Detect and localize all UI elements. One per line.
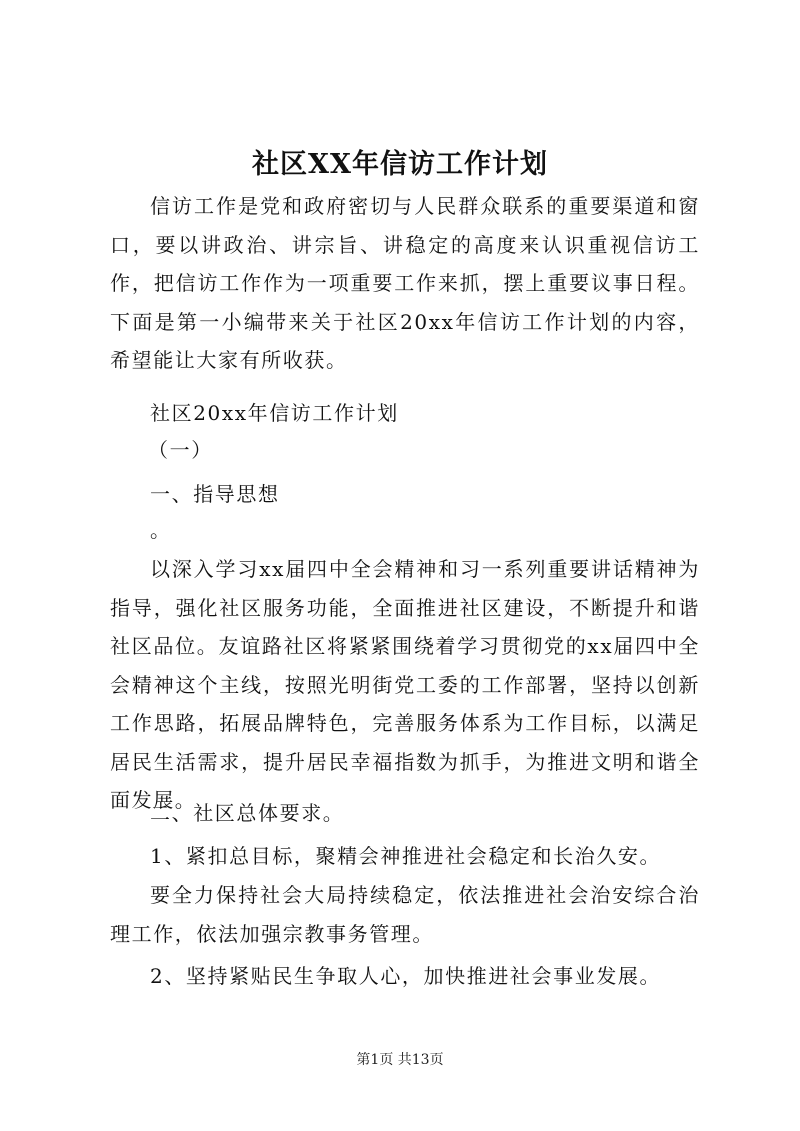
document-title: 社区XX年信访工作计划: [252, 149, 548, 180]
section1-body: 以深入学习xx届四中全会精神和习一系列重要讲话精神为指导，强化社区服务功能，全面推进社区建设，不断提升和谐社区品位。友谊路社区将紧紧围绕着学习贯彻党的xx届四中全会精神这个主线，按照光明街党工委的工作部署，坚持以创新工作思路，拓展品牌特色，完善服务体系为工作目标，以满足居民生活需求，提升居民幸福指数为抓手，为推进文明和谐全面发展。: [110, 557, 700, 812]
page-footer: 第1页 共13页: [356, 1052, 444, 1068]
item1-body: 要全力保持社会大局持续稳定，依法推进社会治安综合治理工作，依法加强宗教事务管理。: [110, 883, 700, 946]
section1-dot: 。: [150, 518, 172, 542]
item2-heading: 2、坚持紧贴民生争取人心，加快推进社会事业发展。: [150, 964, 662, 988]
item1-heading: 1、紧扣总目标，聚精会神推进社会稳定和长治久安。: [150, 844, 662, 868]
part-marker: （一）: [148, 438, 213, 462]
section2-heading: 二、社区总体要求。: [150, 801, 345, 825]
plan-subtitle: 社区20xx年信访工作计划: [150, 401, 399, 425]
section1-heading: 一、指导思想: [150, 482, 280, 506]
intro-paragraph: 信访工作是党和政府密切与人民群众联系的重要渠道和窗口，要以讲政治、讲宗旨、讲稳定的高度来认识重视信访工作，把信访工作作为一项重要工作来抓，摆上重要议事日程。下面是第一小编带来关于社区20xx年信访工作计划的内容，希望能让大家有所收获。: [110, 194, 700, 372]
